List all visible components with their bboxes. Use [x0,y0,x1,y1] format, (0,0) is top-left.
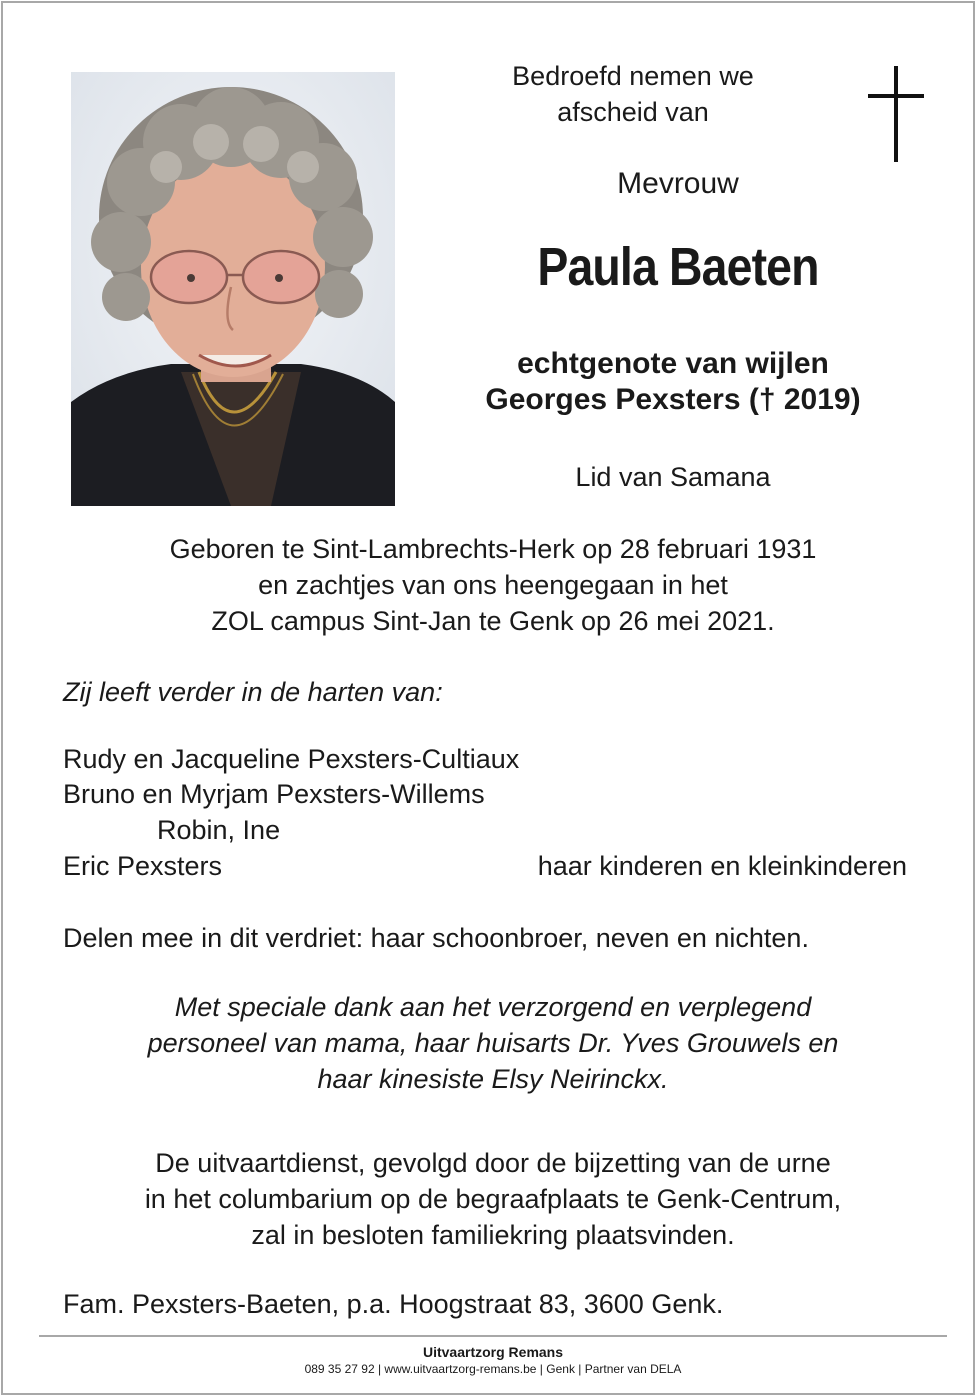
spouse-line: echtgenote van wijlen [517,347,829,380]
portrait-photo [71,72,395,506]
funeral-line: De uitvaartdienst, gevolgd door de bijzetting van de urne [155,1148,831,1178]
birth-death-line: Geboren te Sint-Lambrechts-Herk op 28 februari 1931 [169,534,817,564]
spouse-line: Georges Pexsters († 2019) [485,383,861,416]
family-member: Rudy en Jacqueline Pexsters-Cultiaux [63,744,520,774]
intro-text [473,58,793,130]
intro-line: Bedroefd nemen we [512,61,754,91]
company-contact: 089 35 27 92 | www.uitvaartzorg-remans.be | Genk | Partner van DELA [304,1362,682,1376]
sharing-grief: Delen mee in dit verdriet: haar schoonbroer, neven en nichten. [63,923,809,953]
thanks-line: personeel van mama, haar huisarts Dr. Yves Grouwels en [147,1028,839,1058]
funeral-info [43,1145,943,1253]
thanks-text [43,989,943,1097]
obituary-card [1,1,975,1395]
thanks-line: haar kinesiste Elsy Neirinckx. [317,1064,669,1094]
birth-death-line: en zachtjes van ons heengegaan in het [258,570,728,600]
lives-on-heading: Zij leeft verder in de harten van: [63,677,443,707]
thanks-line: Met speciale dank aan het verzorgend en verplegend [174,992,812,1022]
family-member: Bruno en Myrjam Pexsters-Willems [63,779,485,809]
portrait-illustration [71,72,395,506]
birth-death-info [43,531,943,639]
family-address: Fam. Pexsters-Baeten, p.a. Hoogstraat 83, 3600 Genk. [63,1289,724,1319]
membership: Lid van Samana [575,462,771,492]
cross-icon [868,66,924,162]
family-role: haar kinderen en kleinkinderen [537,851,907,881]
spouse-info [423,346,923,418]
funeral-line: in het columbarium op de begraafplaats te Genk-Centrum, [144,1184,842,1214]
funeral-line: zal in besloten familiekring plaatsvinden. [251,1220,735,1250]
family-member: Eric Pexsters [63,851,223,881]
funeral-company: Uitvaartzorg Remans [422,1344,564,1360]
honorific: Mevrouw [617,167,739,200]
birth-death-line: ZOL campus Sint-Jan te Genk op 26 mei 2021. [211,606,775,636]
grandchildren: Robin, Ine [157,815,281,845]
intro-line: afscheid van [557,97,709,127]
footer-divider [39,1335,947,1337]
deceased-name: Paula Baeten [537,237,819,297]
